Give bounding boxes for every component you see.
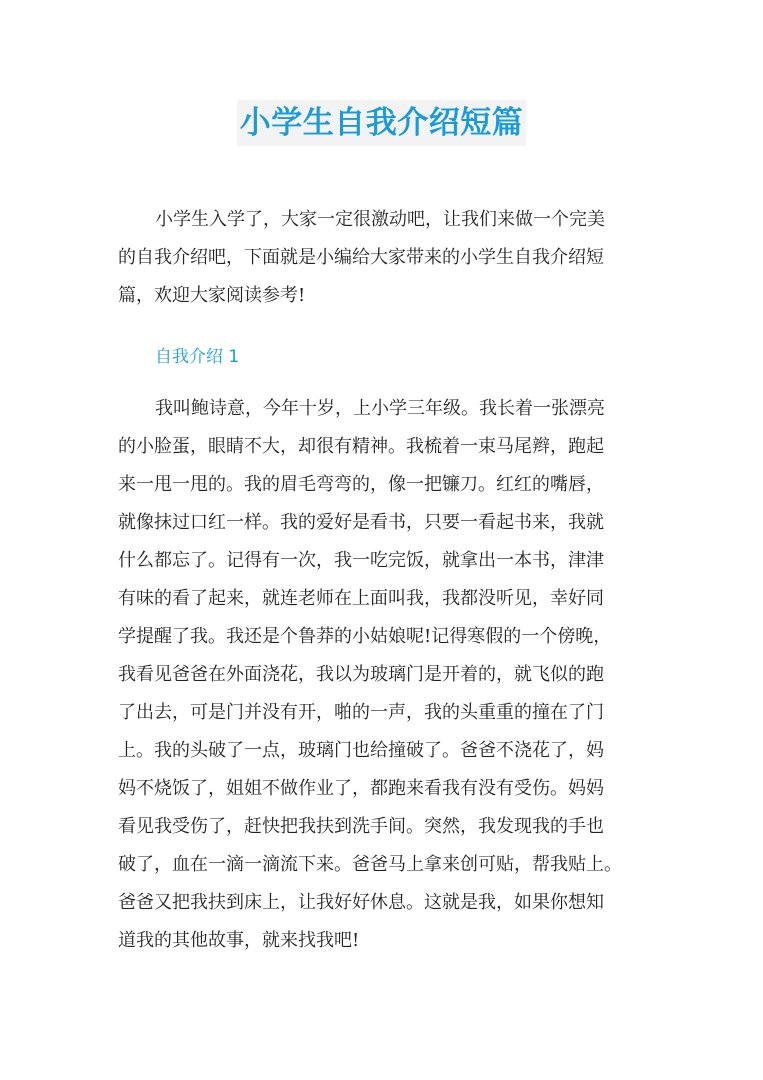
story-line: 的小脸蛋，眼睛不大，却很有精神。我梳着一束马尾辫，跑起 — [118, 436, 604, 457]
story-line: 破了，血在一滴一滴流下来。爸爸马上拿来创可贴，帮我贴上。 — [118, 854, 622, 875]
story-line: 爸爸又把我扶到床上，让我好好休息。这就是我，如果你想知 — [118, 892, 604, 913]
story-line: 道我的其他故事，就来找我吧! — [118, 930, 360, 951]
story-line: 学提醒了我。我还是个鲁莽的小姑娘呢!记得寒假的一个傍晚， — [118, 626, 612, 647]
intro-line: 的自我介绍吧，下面就是小编给大家带来的小学生自我介绍短 — [118, 247, 604, 268]
title-container — [0, 100, 763, 146]
intro-paragraph — [118, 201, 648, 315]
page-title: 小学生自我介绍短篇 — [237, 100, 527, 146]
story-line: 什么都忘了。记得有一次，我一吃完饭，就拿出一本书，津津 — [118, 550, 604, 571]
story-line: 妈不烧饭了，姐姐不做作业了，都跑来看我有没有受伤。妈妈 — [118, 778, 604, 799]
story-line: 就像抹过口红一样。我的爱好是看书，只要一看起书来，我就 — [118, 512, 604, 533]
story-line: 我看见爸爸在外面浇花，我以为玻璃门是开着的，就飞似的跑 — [118, 664, 604, 685]
intro-line: 篇，欢迎大家阅读参考! — [118, 285, 306, 306]
story-line: 了出去，可是门并没有开，啪的一声，我的头重重的撞在了门 — [118, 702, 604, 723]
section-heading: 自我介绍 1 — [155, 347, 240, 367]
story-paragraph — [118, 390, 648, 960]
story-line: 上。我的头破了一点，玻璃门也给撞破了。爸爸不浇花了，妈 — [118, 740, 604, 761]
story-line: 有味的看了起来，就连老师在上面叫我，我都没听见，幸好同 — [118, 588, 604, 609]
story-line: 来一甩一甩的。我的眉毛弯弯的，像一把镰刀。红红的嘴唇， — [118, 474, 604, 495]
story-line: 我叫鲍诗意，今年十岁，上小学三年级。我长着一张漂亮 — [155, 398, 605, 419]
story-line: 看见我受伤了，赶快把我扶到洗手间。突然，我发现我的手也 — [118, 816, 604, 837]
intro-line: 小学生入学了，大家一定很激动吧，让我们来做一个完美 — [155, 209, 605, 230]
